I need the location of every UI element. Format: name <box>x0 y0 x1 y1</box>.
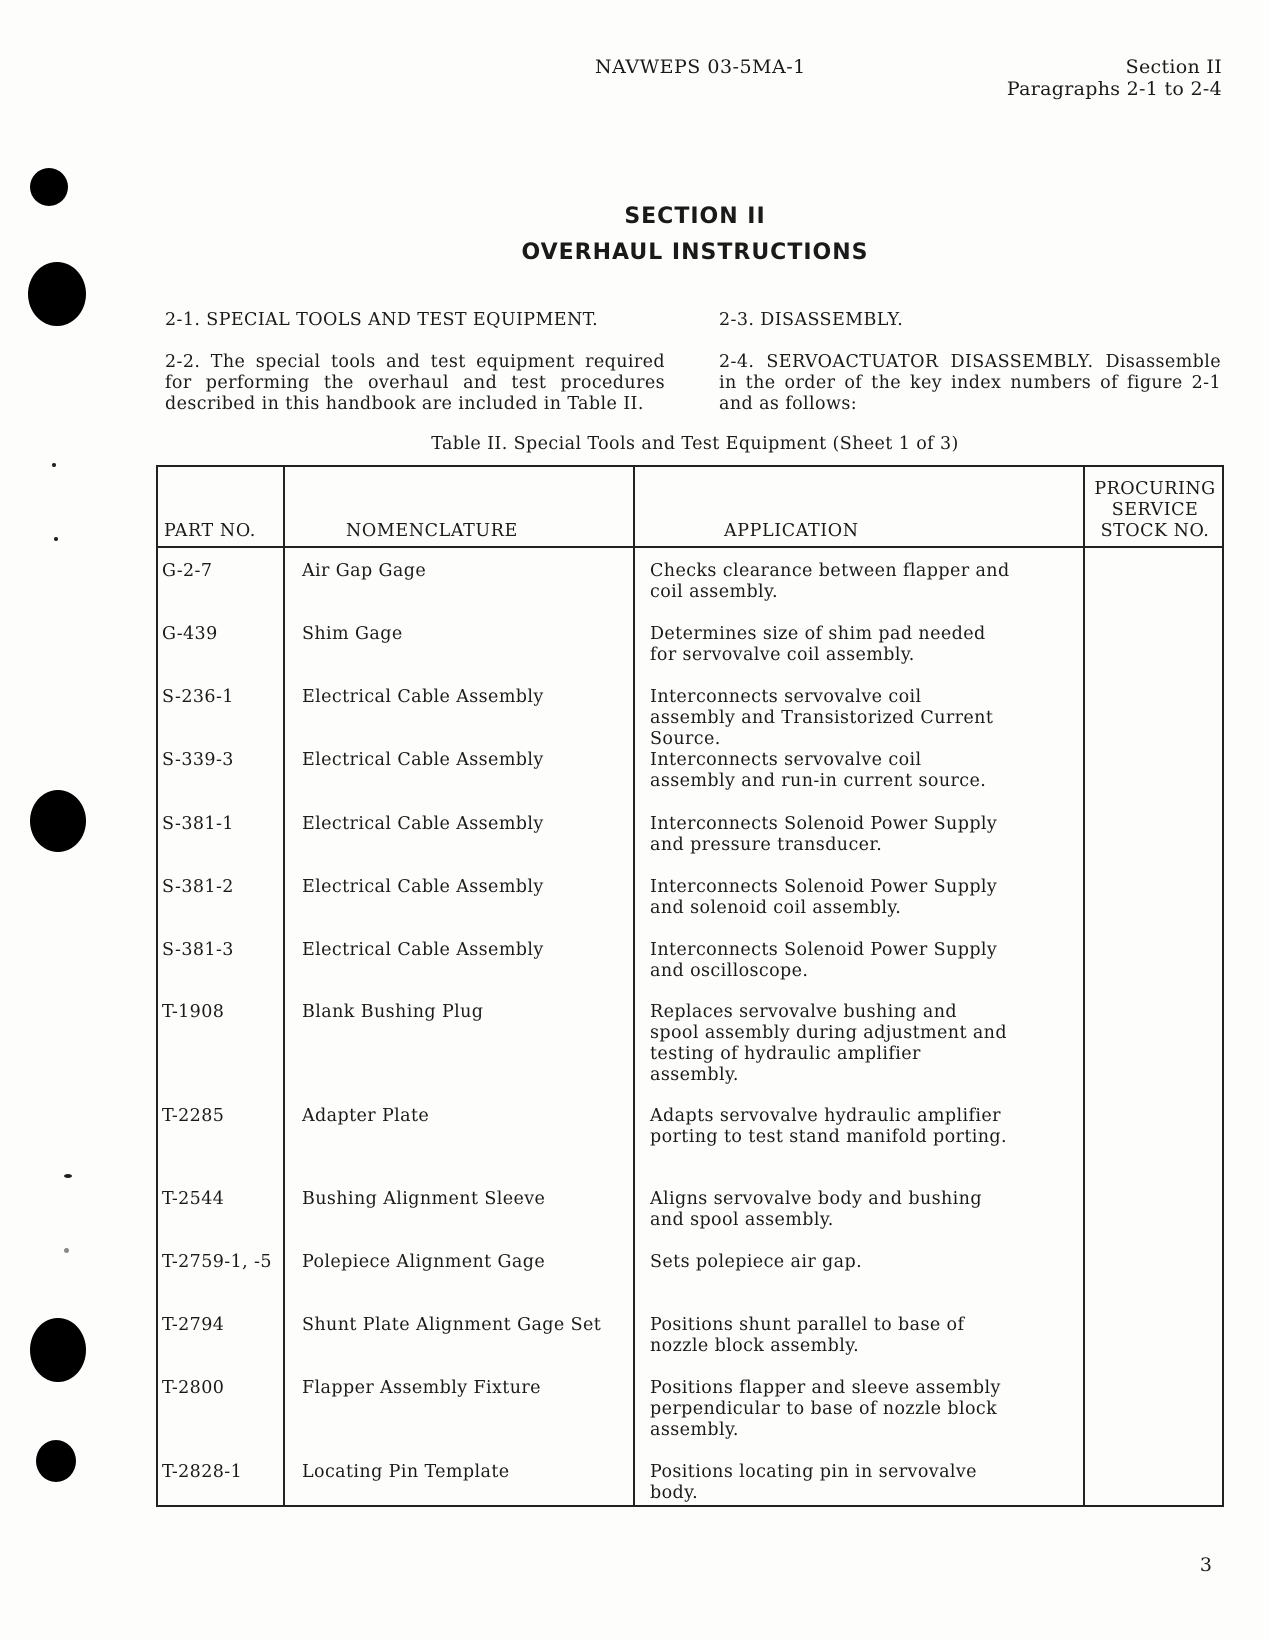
part-number-cell: T-2800 <box>162 1378 225 1398</box>
part-number-cell: G-2-7 <box>162 561 213 581</box>
nomenclature-cell: Blank Bushing Plug <box>302 1002 484 1022</box>
nomenclature-cell: Air Gap Gage <box>302 561 427 581</box>
part-number-cell: S-381-2 <box>162 877 234 897</box>
nomenclature-cell: Electrical Cable Assembly <box>302 687 544 707</box>
page-number: 3 <box>1199 1554 1212 1576</box>
application-cell: Aligns servovalve body and bushing and spool assembly. <box>650 1189 982 1230</box>
paragraph-2-2: 2-2. The special tools and test equipment required for performing the overhaul and test procedures described in this handbook are included in Table II. <box>165 352 665 414</box>
part-number-cell: T-2828-1 <box>162 1462 243 1482</box>
speck <box>52 463 56 467</box>
section-subtitle: OVERHAUL INSTRUCTIONS <box>521 240 869 265</box>
nomenclature-cell: Electrical Cable Assembly <box>302 940 544 960</box>
part-number-cell: T-2544 <box>162 1189 225 1209</box>
application-cell: Checks clearance between flapper and coil assembly. <box>650 561 1010 602</box>
binder-hole <box>30 168 68 206</box>
binder-hole <box>36 1440 76 1482</box>
application-cell: Interconnects servovalve coil assembly and run-in current source. <box>650 750 987 791</box>
part-number-cell: T-2759-1, -5 <box>162 1252 272 1272</box>
header-application: APPLICATION <box>724 521 859 541</box>
application-cell: Interconnects servovalve coil assembly and Transistorized Current Source. <box>650 687 994 749</box>
section-reference <box>1007 56 1222 100</box>
column-divider <box>1083 467 1085 1505</box>
paragraph-2-3: 2-3. DISASSEMBLY. <box>719 310 904 330</box>
speck <box>54 537 58 541</box>
paragraph-2-1: 2-1. SPECIAL TOOLS AND TEST EQUIPMENT. <box>165 310 599 330</box>
header-divider <box>158 546 1222 548</box>
column-divider <box>283 467 285 1505</box>
part-number-cell: T-1908 <box>162 1002 225 1022</box>
binder-hole <box>30 790 86 852</box>
nomenclature-cell: Shunt Plate Alignment Gage Set <box>302 1315 602 1335</box>
document-number: NAVWEPS 03-5MA-1 <box>595 56 806 78</box>
part-number-cell: S-339-3 <box>162 750 234 770</box>
application-cell: Interconnects Solenoid Power Supply and oscilloscope. <box>650 940 998 981</box>
nomenclature-cell: Shim Gage <box>302 624 403 644</box>
table-caption: Table II. Special Tools and Test Equipment (Sheet 1 of 3) <box>431 434 959 454</box>
application-cell: Positions shunt parallel to base of nozzle block assembly. <box>650 1315 965 1356</box>
section-label: Section II <box>1125 56 1222 78</box>
special-tools-table <box>156 465 1224 1507</box>
header-nomenclature: NOMENCLATURE <box>346 521 518 541</box>
binder-hole <box>28 262 86 326</box>
speck <box>64 1174 72 1178</box>
nomenclature-cell: Flapper Assembly Fixture <box>302 1378 541 1398</box>
part-number-cell: G-439 <box>162 624 218 644</box>
nomenclature-cell: Electrical Cable Assembly <box>302 750 544 770</box>
nomenclature-cell: Electrical Cable Assembly <box>302 877 544 897</box>
application-cell: Positions flapper and sleeve assembly perpendicular to base of nozzle block assembly. <box>650 1378 1001 1440</box>
nomenclature-cell: Locating Pin Template <box>302 1462 510 1482</box>
header-procuring-stock-no: PROCURING SERVICE STOCK NO. <box>1094 479 1216 541</box>
binder-hole <box>30 1318 86 1382</box>
application-cell: Interconnects Solenoid Power Supply and pressure transducer. <box>650 814 998 855</box>
column-divider <box>633 467 635 1505</box>
paragraphs-label: Paragraphs 2-1 to 2-4 <box>1006 78 1222 100</box>
part-number-cell: S-236-1 <box>162 687 234 707</box>
application-cell: Interconnects Solenoid Power Supply and solenoid coil assembly. <box>650 877 998 918</box>
application-cell: Sets polepiece air gap. <box>650 1252 863 1272</box>
application-cell: Positions locating pin in servovalve body. <box>650 1462 977 1503</box>
nomenclature-cell: Adapter Plate <box>302 1106 430 1126</box>
nomenclature-cell: Polepiece Alignment Gage <box>302 1252 546 1272</box>
application-cell: Determines size of shim pad needed for servovalve coil assembly. <box>650 624 986 665</box>
part-number-cell: S-381-3 <box>162 940 234 960</box>
nomenclature-cell: Electrical Cable Assembly <box>302 814 544 834</box>
application-cell: Replaces servovalve bushing and spool assembly during adjustment and testing of hydraulic amplifier assembly. <box>650 1002 1007 1085</box>
part-number-cell: T-2794 <box>162 1315 225 1335</box>
part-number-cell: T-2285 <box>162 1106 225 1126</box>
paragraph-2-4: 2-4. SERVOACTUATOR DISASSEMBLY. Disassemble in the order of the key index numbers of figure 2-1 and as follows: <box>719 352 1221 414</box>
section-title: SECTION II <box>624 204 766 229</box>
header-part-no: PART NO. <box>164 521 256 541</box>
nomenclature-cell: Bushing Alignment Sleeve <box>302 1189 546 1209</box>
application-cell: Adapts servovalve hydraulic amplifier porting to test stand manifold porting. <box>650 1106 1007 1147</box>
speck <box>64 1248 69 1253</box>
part-number-cell: S-381-1 <box>162 814 234 834</box>
